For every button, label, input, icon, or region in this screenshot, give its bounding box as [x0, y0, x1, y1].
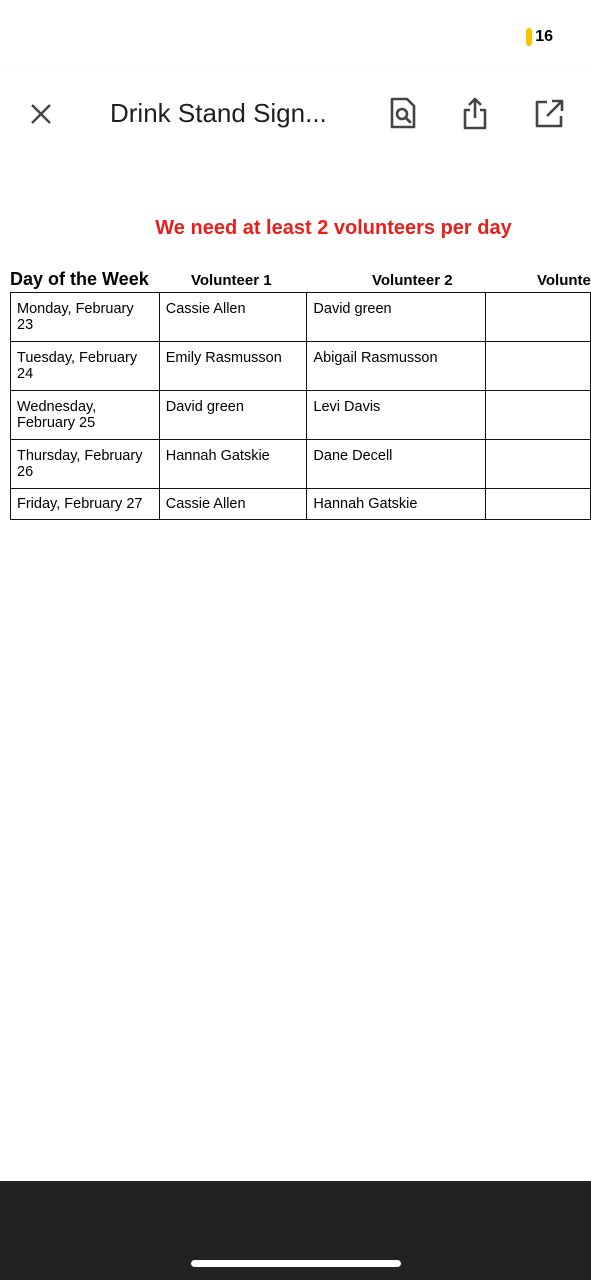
cell-volunteer-1: Cassie Allen: [159, 489, 307, 520]
cell-volunteer-3: [486, 342, 591, 391]
cell-day: Monday, February 23: [11, 293, 160, 342]
volunteer-notice: We need at least 2 volunteers per day: [155, 217, 512, 239]
battery-level: 16: [535, 28, 553, 45]
open-external-icon[interactable]: [534, 96, 564, 130]
cell-volunteer-2: Levi Davis: [307, 391, 486, 440]
system-navigation-bar: [0, 1181, 591, 1280]
home-indicator[interactable]: [191, 1260, 401, 1267]
cell-volunteer-3: [486, 293, 591, 342]
document-page: [0, 156, 591, 1181]
cell-volunteer-2: Dane Decell: [307, 440, 486, 489]
header-day: Day of the Week: [10, 269, 149, 289]
cell-day: Wednesday, February 25: [11, 391, 160, 440]
share-icon[interactable]: [460, 96, 490, 130]
cell-day: Tuesday, February 24: [11, 342, 160, 391]
cell-volunteer-3: [486, 440, 591, 489]
cell-day: Thursday, February 26: [11, 440, 160, 489]
volunteer-table: [10, 292, 591, 520]
battery-indicator: [526, 28, 553, 46]
cell-volunteer-1: David green: [159, 391, 307, 440]
table-row: [11, 489, 591, 520]
table-row: [11, 293, 591, 342]
header-volunteer-1: Volunteer 1: [191, 272, 272, 289]
table-row: [11, 391, 591, 440]
cell-volunteer-1: Hannah Gatskie: [159, 440, 307, 489]
cell-volunteer-2: Hannah Gatskie: [307, 489, 486, 520]
header-volunteer-3: Volunte: [537, 272, 591, 289]
cell-volunteer-3: [486, 391, 591, 440]
table-row: [11, 342, 591, 391]
table-row: [11, 440, 591, 489]
cell-volunteer-1: Emily Rasmusson: [159, 342, 307, 391]
status-bar: [0, 0, 591, 70]
close-icon[interactable]: [28, 101, 56, 129]
cell-volunteer-1: Cassie Allen: [159, 293, 307, 342]
find-in-document-icon[interactable]: [388, 96, 418, 130]
cell-day: Friday, February 27: [11, 489, 160, 520]
document-toolbar: [0, 70, 591, 156]
document-title: Drink Stand Sign...: [110, 98, 327, 128]
cell-volunteer-2: David green: [307, 293, 486, 342]
battery-icon: [526, 28, 532, 46]
cell-volunteer-3: [486, 489, 591, 520]
header-volunteer-2: Volunteer 2: [372, 272, 453, 289]
cell-volunteer-2: Abigail Rasmusson: [307, 342, 486, 391]
